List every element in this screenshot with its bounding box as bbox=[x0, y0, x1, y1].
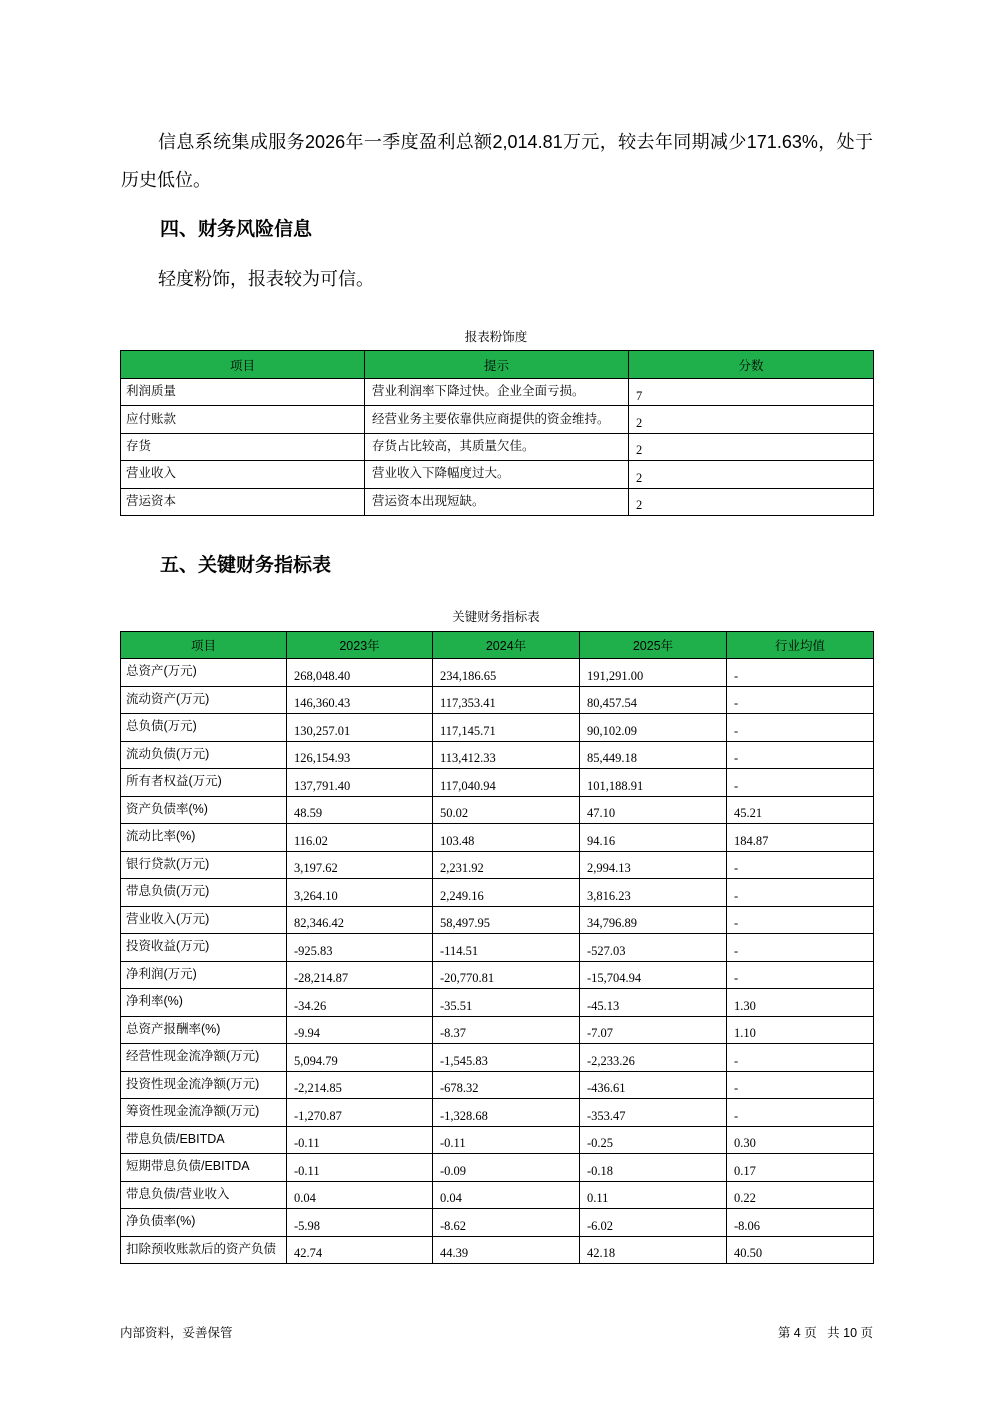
table-row bbox=[121, 488, 874, 515]
table-cell: 90,102.09 bbox=[580, 714, 727, 742]
row-label-cell: 流动比率(%) bbox=[121, 824, 287, 852]
table-row bbox=[121, 406, 874, 433]
table-row bbox=[121, 851, 874, 879]
row-label-cell: 银行贷款(万元) bbox=[121, 851, 287, 879]
table-cell: - bbox=[727, 686, 874, 714]
table-cell: 44.39 bbox=[433, 1236, 580, 1264]
table-header-cell: 提示 bbox=[365, 351, 629, 379]
table-cell: - bbox=[727, 1099, 874, 1127]
table-cell: -114.51 bbox=[433, 934, 580, 962]
table-header-cell: 项目 bbox=[121, 632, 287, 659]
table-cell: -1,328.68 bbox=[433, 1099, 580, 1127]
table-row bbox=[121, 461, 874, 488]
row-label-cell: 筹资性现金流净额(万元) bbox=[121, 1099, 287, 1127]
table-cell: 191,291.00 bbox=[580, 659, 727, 687]
table-row bbox=[121, 1236, 874, 1264]
table-cell: - bbox=[727, 659, 874, 687]
table-cell: -7.07 bbox=[580, 1016, 727, 1044]
table-cell: -0.11 bbox=[287, 1154, 433, 1182]
table-cell: 116.02 bbox=[287, 824, 433, 852]
table-header-cell: 项目 bbox=[121, 351, 365, 379]
table-cell: 184.87 bbox=[727, 824, 874, 852]
row-label-cell: 资产负债率(%) bbox=[121, 796, 287, 824]
table-cell: - bbox=[727, 1044, 874, 1072]
table-cell: -0.25 bbox=[580, 1126, 727, 1154]
footer-confidential-note: 内部资料，妥善保管 bbox=[120, 1326, 233, 1340]
table-cell: 2,249.16 bbox=[433, 879, 580, 907]
table-row bbox=[121, 934, 874, 962]
table-row bbox=[121, 1126, 874, 1154]
table-cell: -8.37 bbox=[433, 1016, 580, 1044]
table-cell: 42.74 bbox=[287, 1236, 433, 1264]
table-cell: 2 bbox=[629, 433, 874, 460]
table-cell: -5.98 bbox=[287, 1209, 433, 1237]
row-label-cell: 流动负债(万元) bbox=[121, 741, 287, 769]
table-cell: -9.94 bbox=[287, 1016, 433, 1044]
table-cell: -35.51 bbox=[433, 989, 580, 1017]
table-row bbox=[121, 686, 874, 714]
table-cell: -1,545.83 bbox=[433, 1044, 580, 1072]
table-cell: -0.09 bbox=[433, 1154, 580, 1182]
row-label-cell: 总资产(万元) bbox=[121, 659, 287, 687]
table-cell: 80,457.54 bbox=[580, 686, 727, 714]
table-cell: 0.04 bbox=[287, 1181, 433, 1209]
table-row bbox=[121, 879, 874, 907]
table-row bbox=[121, 796, 874, 824]
row-label-cell: 总负债(万元) bbox=[121, 714, 287, 742]
table-cell: -6.02 bbox=[580, 1209, 727, 1237]
table-cell: 85,449.18 bbox=[580, 741, 727, 769]
risk-table-caption: 报表粉饰度 bbox=[464, 330, 528, 344]
table-cell: 1.30 bbox=[727, 989, 874, 1017]
table-cell: -15,704.94 bbox=[580, 961, 727, 989]
table-cell: - bbox=[727, 1071, 874, 1099]
table-cell: 48.59 bbox=[287, 796, 433, 824]
table-row bbox=[121, 1071, 874, 1099]
table-cell: -0.11 bbox=[433, 1126, 580, 1154]
table-row bbox=[121, 906, 874, 934]
table-cell: 146,360.43 bbox=[287, 686, 433, 714]
table-cell: 经营业务主要依靠供应商提供的资金维持。 bbox=[365, 406, 629, 433]
table-row bbox=[121, 433, 874, 460]
row-label-cell: 应付账款 bbox=[121, 406, 365, 433]
table-cell: - bbox=[727, 934, 874, 962]
table-cell: 47.10 bbox=[580, 796, 727, 824]
table-cell: 2 bbox=[629, 488, 874, 515]
table-cell: -8.06 bbox=[727, 1209, 874, 1237]
row-label-cell: 短期带息负债/EBITDA bbox=[121, 1154, 287, 1182]
table-row bbox=[121, 379, 874, 406]
table-cell: 2,994.13 bbox=[580, 851, 727, 879]
table-row bbox=[121, 769, 874, 797]
table-cell: -925.83 bbox=[287, 934, 433, 962]
table-row bbox=[121, 1044, 874, 1072]
table-cell: 82,346.42 bbox=[287, 906, 433, 934]
section-heading-key-indicators: 五、关键财务指标表 bbox=[160, 555, 332, 576]
table-cell: 137,791.40 bbox=[287, 769, 433, 797]
table-header-cell: 行业均值 bbox=[727, 632, 874, 659]
table-header-row bbox=[121, 632, 874, 659]
table-cell: 0.04 bbox=[433, 1181, 580, 1209]
row-label-cell: 净利率(%) bbox=[121, 989, 287, 1017]
table-cell: 2 bbox=[629, 461, 874, 488]
table-cell: -353.47 bbox=[580, 1099, 727, 1127]
table-cell: 营业收入下降幅度过大。 bbox=[365, 461, 629, 488]
table-cell: -436.61 bbox=[580, 1071, 727, 1099]
table-cell: -2,214.85 bbox=[287, 1071, 433, 1099]
table-row bbox=[121, 1209, 874, 1237]
table-cell: -0.18 bbox=[580, 1154, 727, 1182]
footer-page-number: 第 4 页 共 10 页 bbox=[777, 1326, 873, 1340]
row-label-cell: 流动资产(万元) bbox=[121, 686, 287, 714]
table-cell: - bbox=[727, 906, 874, 934]
table-cell: - bbox=[727, 741, 874, 769]
table-cell: 103.48 bbox=[433, 824, 580, 852]
row-label-cell: 扣除预收账款后的资产负债 bbox=[121, 1236, 287, 1264]
table-header-cell: 2024年 bbox=[433, 632, 580, 659]
table-row bbox=[121, 989, 874, 1017]
table-cell: 117,145.71 bbox=[433, 714, 580, 742]
table-cell: -527.03 bbox=[580, 934, 727, 962]
table-cell: - bbox=[727, 961, 874, 989]
table-cell: 0.22 bbox=[727, 1181, 874, 1209]
table-cell: -8.62 bbox=[433, 1209, 580, 1237]
risk-summary: 轻度粉饰，报表较为可信。 bbox=[158, 269, 374, 289]
table-cell: -45.13 bbox=[580, 989, 727, 1017]
table-cell: 34,796.89 bbox=[580, 906, 727, 934]
table-cell: 营运资本出现短缺。 bbox=[365, 488, 629, 515]
kpi-table bbox=[120, 631, 874, 1264]
row-label-cell: 带息负债/营业收入 bbox=[121, 1181, 287, 1209]
risk-table bbox=[120, 350, 874, 516]
row-label-cell: 所有者权益(万元) bbox=[121, 769, 287, 797]
kpi-table-caption: 关键财务指标表 bbox=[452, 610, 540, 624]
table-cell: -28,214.87 bbox=[287, 961, 433, 989]
row-label-cell: 经营性现金流净额(万元) bbox=[121, 1044, 287, 1072]
row-label-cell: 总资产报酬率(%) bbox=[121, 1016, 287, 1044]
table-cell: 0.30 bbox=[727, 1126, 874, 1154]
row-label-cell: 营运资本 bbox=[121, 488, 365, 515]
table-cell: 45.21 bbox=[727, 796, 874, 824]
table-cell: 0.17 bbox=[727, 1154, 874, 1182]
table-cell: -1,270.87 bbox=[287, 1099, 433, 1127]
table-cell: 126,154.93 bbox=[287, 741, 433, 769]
table-cell: 130,257.01 bbox=[287, 714, 433, 742]
section-heading-financial-risk: 四、财务风险信息 bbox=[160, 219, 313, 240]
row-label-cell: 净负债率(%) bbox=[121, 1209, 287, 1237]
table-header-cell: 2025年 bbox=[580, 632, 727, 659]
table-row bbox=[121, 961, 874, 989]
table-cell: - bbox=[727, 714, 874, 742]
table-cell: 234,186.65 bbox=[433, 659, 580, 687]
table-cell: 存货占比较高，其质量欠佳。 bbox=[365, 433, 629, 460]
row-label-cell: 投资收益(万元) bbox=[121, 934, 287, 962]
table-cell: 50.02 bbox=[433, 796, 580, 824]
table-row bbox=[121, 824, 874, 852]
row-label-cell: 存货 bbox=[121, 433, 365, 460]
table-header-cell: 2023年 bbox=[287, 632, 433, 659]
table-cell: 5,094.79 bbox=[287, 1044, 433, 1072]
table-cell: - bbox=[727, 879, 874, 907]
row-label-cell: 带息负债(万元) bbox=[121, 879, 287, 907]
table-cell: -678.32 bbox=[433, 1071, 580, 1099]
row-label-cell: 营业收入 bbox=[121, 461, 365, 488]
table-row bbox=[121, 714, 874, 742]
table-row bbox=[121, 1099, 874, 1127]
table-cell: -34.26 bbox=[287, 989, 433, 1017]
table-row bbox=[121, 659, 874, 687]
table-cell: 113,412.33 bbox=[433, 741, 580, 769]
table-cell: 3,816.23 bbox=[580, 879, 727, 907]
row-label-cell: 投资性现金流净额(万元) bbox=[121, 1071, 287, 1099]
row-label-cell: 利润质量 bbox=[121, 379, 365, 406]
row-label-cell: 营业收入(万元) bbox=[121, 906, 287, 934]
table-cell: -0.11 bbox=[287, 1126, 433, 1154]
table-cell: - bbox=[727, 851, 874, 879]
table-cell: 101,188.91 bbox=[580, 769, 727, 797]
table-cell: 0.11 bbox=[580, 1181, 727, 1209]
table-cell: 2 bbox=[629, 406, 874, 433]
table-cell: 94.16 bbox=[580, 824, 727, 852]
table-row bbox=[121, 741, 874, 769]
row-label-cell: 带息负债/EBITDA bbox=[121, 1126, 287, 1154]
intro-paragraph: 信息系统集成服务2026年一季度盈利总额2,014.81万元，较去年同期减少171.63%，处于历史低位。 bbox=[121, 132, 873, 190]
table-cell: - bbox=[727, 769, 874, 797]
table-header-row bbox=[121, 351, 874, 379]
table-cell: 3,264.10 bbox=[287, 879, 433, 907]
table-cell: 117,353.41 bbox=[433, 686, 580, 714]
table-cell: 42.18 bbox=[580, 1236, 727, 1264]
table-cell: -2,233.26 bbox=[580, 1044, 727, 1072]
table-cell: 营业利润率下降过快。企业全面亏损。 bbox=[365, 379, 629, 406]
table-cell: 1.10 bbox=[727, 1016, 874, 1044]
table-cell: 7 bbox=[629, 379, 874, 406]
table-cell: 58,497.95 bbox=[433, 906, 580, 934]
table-header-cell: 分数 bbox=[629, 351, 874, 379]
table-cell: -20,770.81 bbox=[433, 961, 580, 989]
row-label-cell: 净利润(万元) bbox=[121, 961, 287, 989]
table-row bbox=[121, 1016, 874, 1044]
table-row bbox=[121, 1154, 874, 1182]
table-cell: 40.50 bbox=[727, 1236, 874, 1264]
table-cell: 3,197.62 bbox=[287, 851, 433, 879]
table-cell: 117,040.94 bbox=[433, 769, 580, 797]
table-cell: 268,048.40 bbox=[287, 659, 433, 687]
table-cell: 2,231.92 bbox=[433, 851, 580, 879]
table-row bbox=[121, 1181, 874, 1209]
